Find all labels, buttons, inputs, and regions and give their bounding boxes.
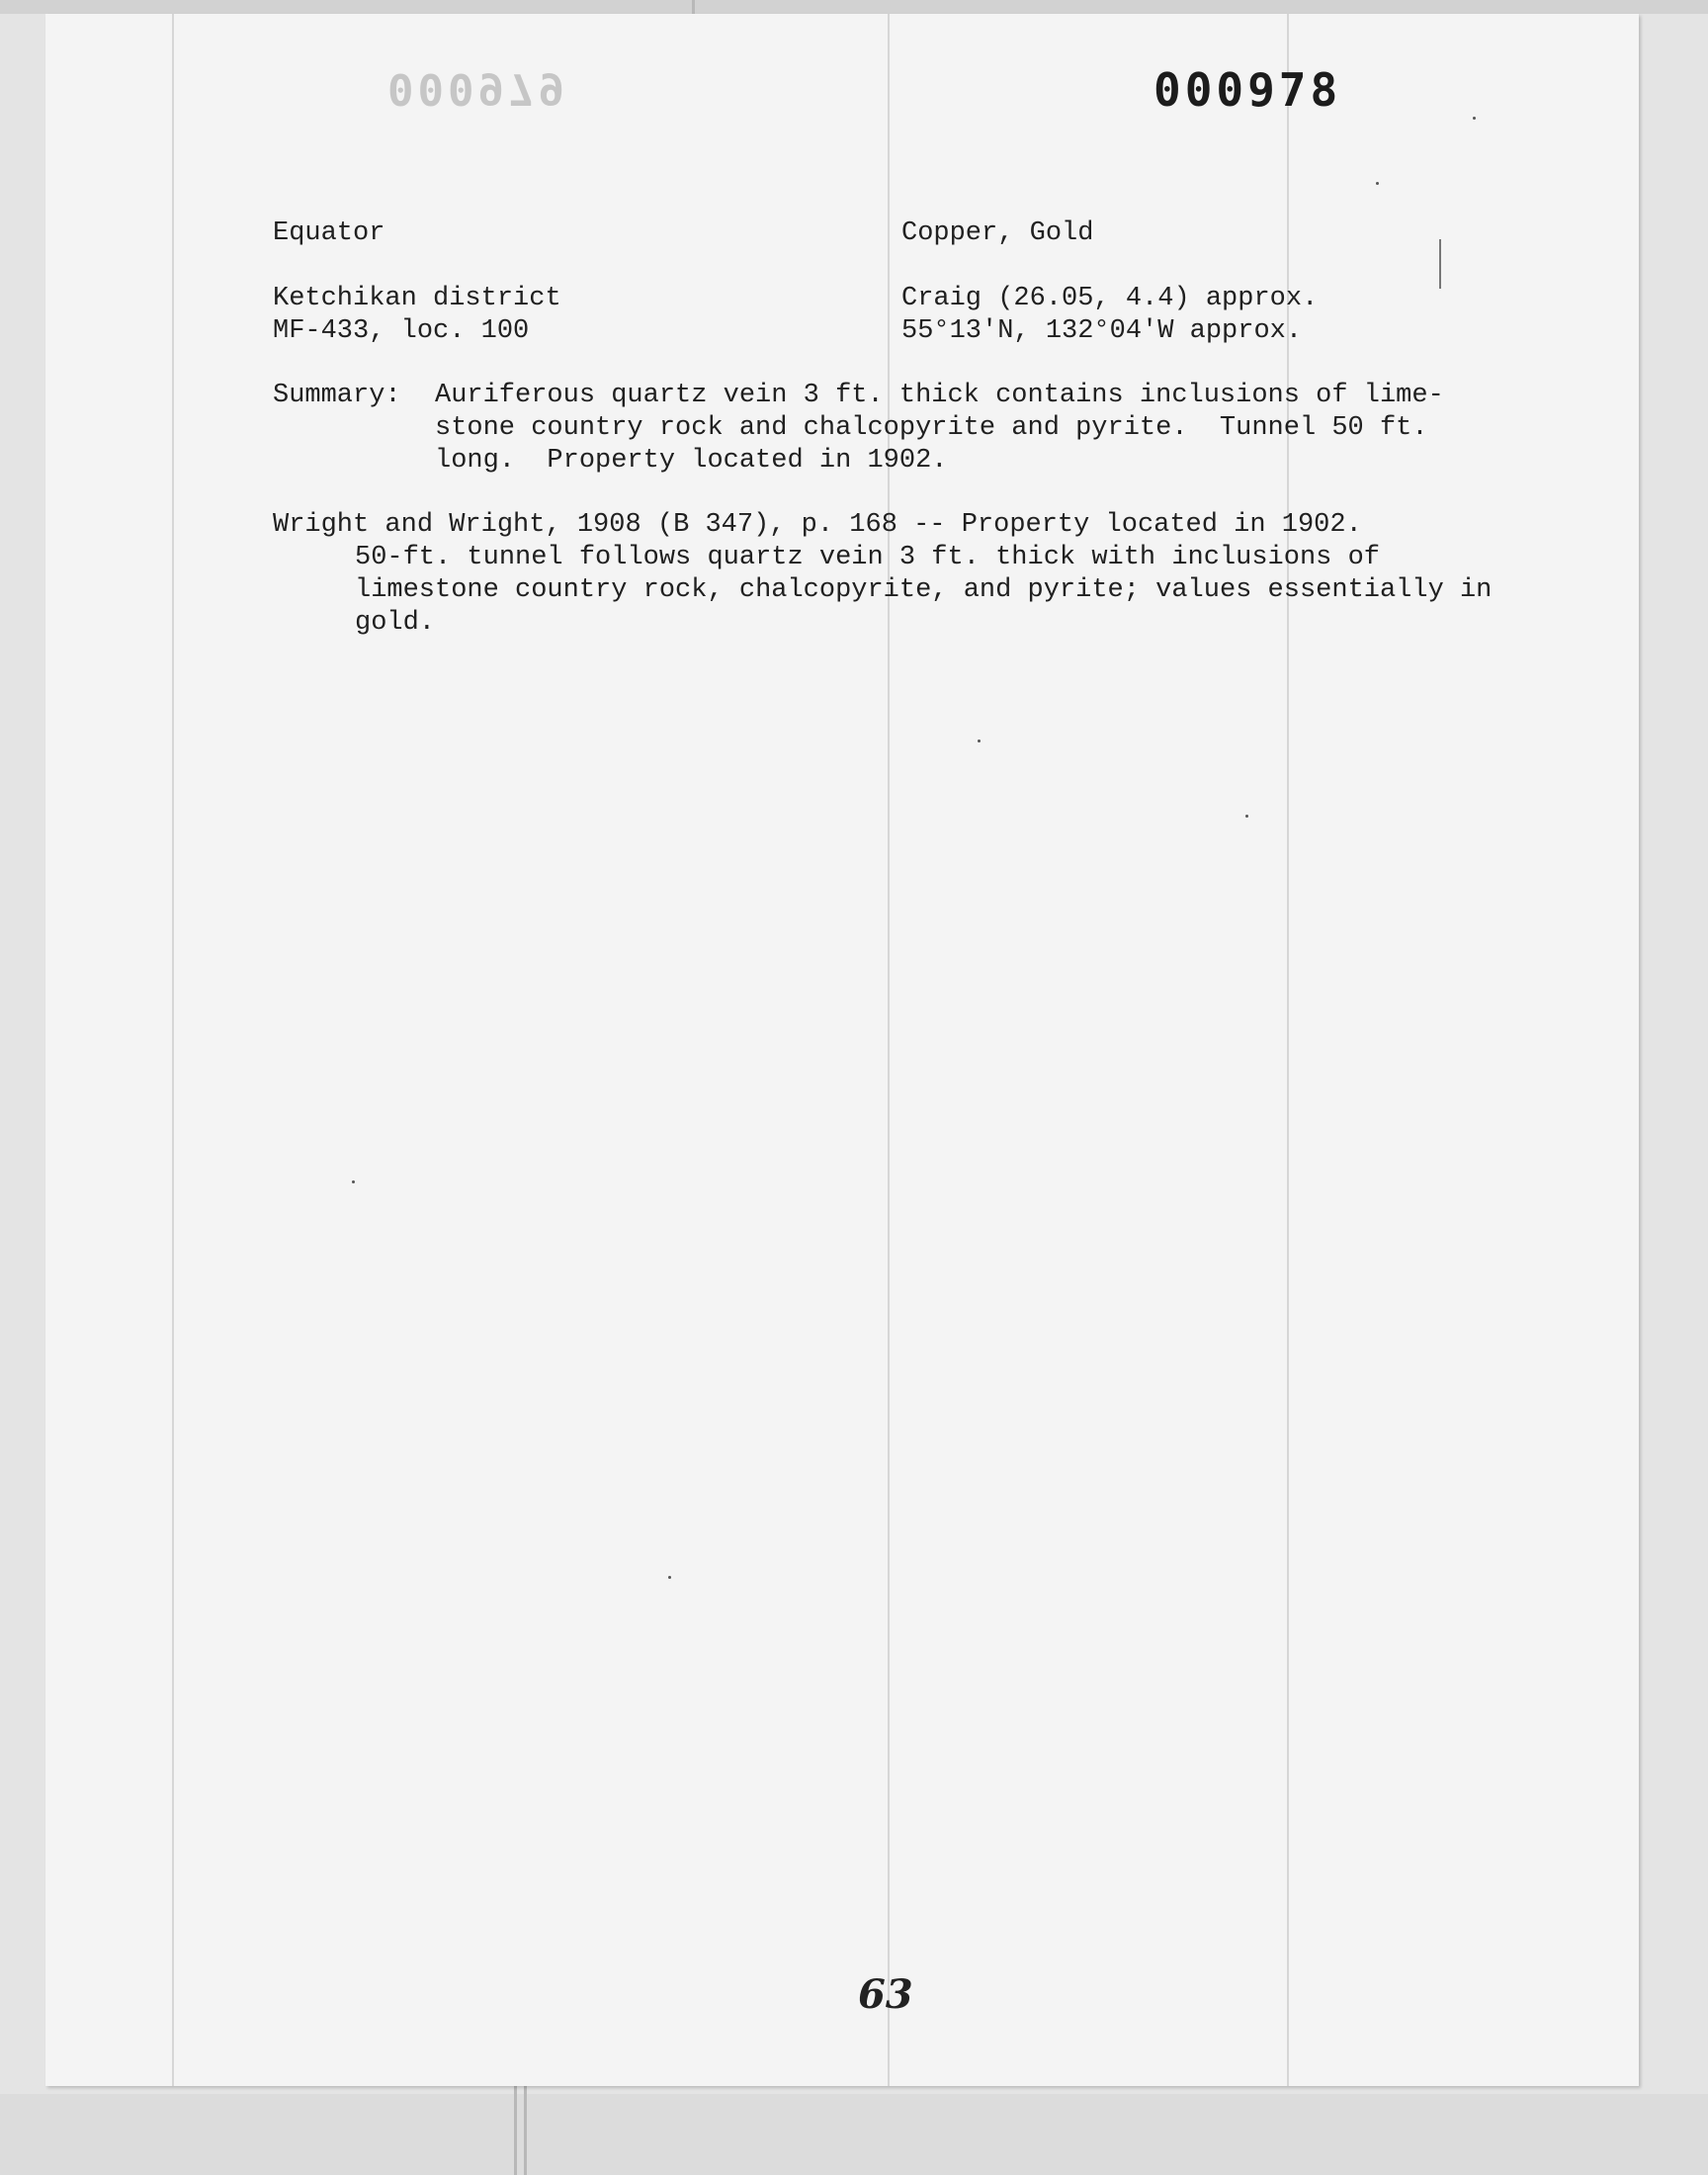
scanner-mark: [524, 2086, 527, 2175]
summary-line: Auriferous quartz vein 3 ft. thick contains inclusions of lime-: [435, 381, 1444, 410]
scan-crease-line: [888, 14, 890, 2086]
margin-mark: [1439, 239, 1441, 289]
summary-line: stone country rock and chalcopyrite and pyrite. Tunnel 50 ft.: [435, 413, 1428, 443]
dust-speck: [1376, 182, 1379, 185]
coordinates: 55°13'N, 132°04'W approx.: [901, 316, 1303, 346]
handwritten-page-number: 63: [858, 1971, 913, 2018]
document-page: [45, 14, 1639, 2086]
document-number: 000978: [1153, 63, 1342, 117]
summary-label: Summary:: [273, 381, 401, 410]
scanner-mark: [514, 2086, 517, 2175]
scan-crease-line: [172, 14, 174, 2086]
dust-speck: [978, 740, 981, 742]
scanner-mark: [692, 0, 695, 14]
summary-line: long. Property located in 1902.: [435, 446, 948, 476]
scanner-bottom-strip: [0, 2094, 1708, 2175]
dust-speck: [352, 1180, 355, 1183]
dust-speck: [1473, 117, 1476, 120]
dust-speck: [1245, 815, 1248, 818]
deposit-name: Equator: [273, 218, 385, 248]
quadrangle-location: Craig (26.05, 4.4) approx.: [901, 284, 1319, 313]
reference-line: limestone country rock, chalcopyrite, and pyrite; values essentially in: [355, 575, 1493, 605]
district: Ketchikan district: [273, 284, 561, 313]
reference-line: 50-ft. tunnel follows quartz vein 3 ft. thick with inclusions of: [355, 543, 1380, 572]
dust-speck: [668, 1576, 671, 1579]
scanner-top-strip: [0, 0, 1708, 14]
commodities: Copper, Gold: [901, 218, 1094, 248]
reference-citation: Wright and Wright, 1908 (B 347), p. 168 -- Property located in 1902.: [273, 510, 1362, 540]
bleed-through-number: 000979: [387, 63, 568, 114]
reference-line: gold.: [355, 608, 436, 638]
map-reference: MF-433, loc. 100: [273, 316, 530, 346]
